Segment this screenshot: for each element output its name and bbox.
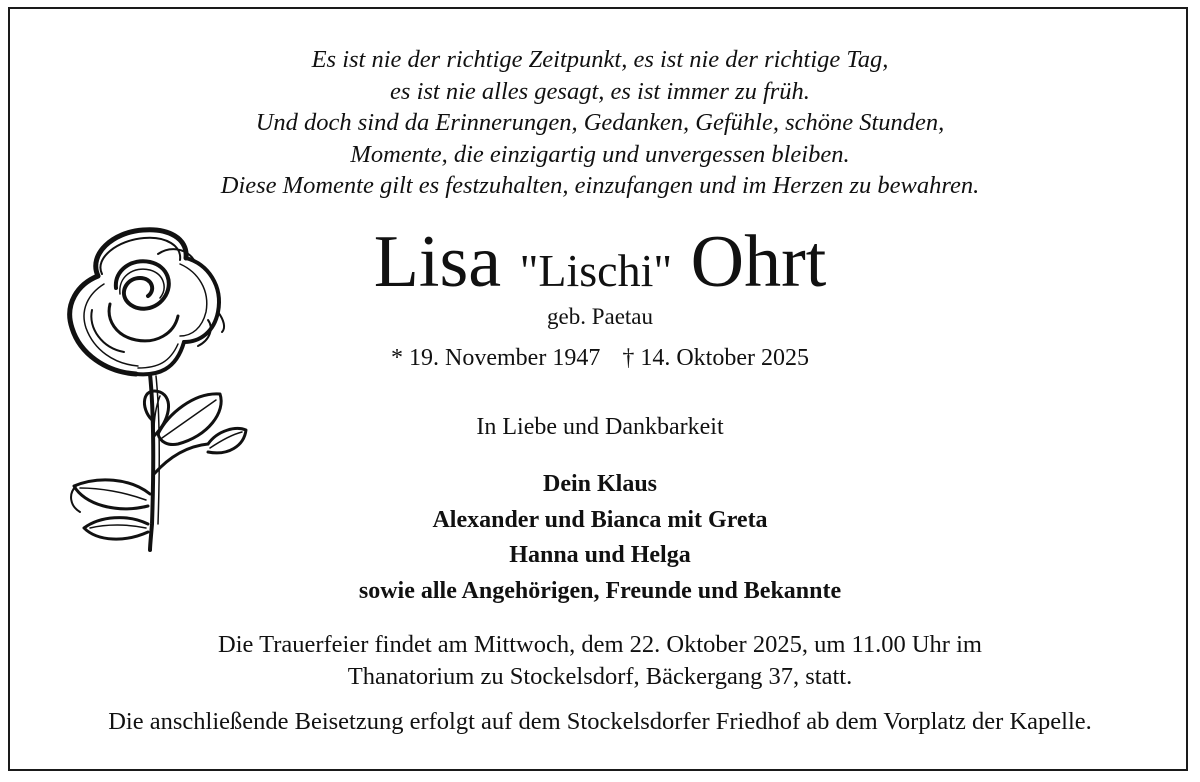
service-line: Thanatorium zu Stockelsdorf, Bäckergang 37, statt. xyxy=(347,663,853,690)
poem-line: Und doch sind da Erinnerungen, Gedanken, Gefühle, schöne Stunden, xyxy=(255,109,945,136)
mourner-line: sowie alle Angehörigen, Freunde und Bekannte xyxy=(358,577,842,604)
mourners-list xyxy=(0,467,1200,609)
burial-info: Die anschließende Beisetzung erfolgt auf dem Stockelsdorfer Friedhof ab dem Vorplatz der Kapelle. xyxy=(108,708,1092,735)
mourner-line: Hanna und Helga xyxy=(509,542,691,568)
maiden-name: geb. Paetau xyxy=(546,304,653,329)
life-dates xyxy=(0,342,1200,374)
poem-line: Diese Momente gilt es festzuhalten, einzufangen und im Herzen zu bewahren. xyxy=(220,172,980,199)
nickname: "Lischi" xyxy=(519,245,673,296)
birth-date: * 19. November 1947 xyxy=(391,345,601,371)
death-date: † 14. Oktober 2025 xyxy=(622,345,809,371)
mourner-line: Alexander und Bianca mit Greta xyxy=(432,506,768,533)
poem-line: Momente, die einzigartig und unvergessen bleiben. xyxy=(350,140,850,168)
first-name: Lisa xyxy=(373,221,502,303)
dedication: In Liebe und Dankbarkeit xyxy=(476,414,724,440)
service-line: Die Trauerfeier findet am Mittwoch, dem 22. Oktober 2025, um 11.00 Uhr im xyxy=(218,631,982,658)
service-info xyxy=(0,629,1200,693)
poem-line: es ist nie alles gesagt, es ist immer zu früh. xyxy=(390,77,810,105)
poem xyxy=(0,44,1200,202)
poem-line: Es ist nie der richtige Zeitpunkt, es ist nie der richtige Tag, xyxy=(311,46,889,73)
mourner-line: Dein Klaus xyxy=(542,471,658,497)
deceased-name xyxy=(0,222,1200,311)
last-name: Ohrt xyxy=(690,221,827,303)
